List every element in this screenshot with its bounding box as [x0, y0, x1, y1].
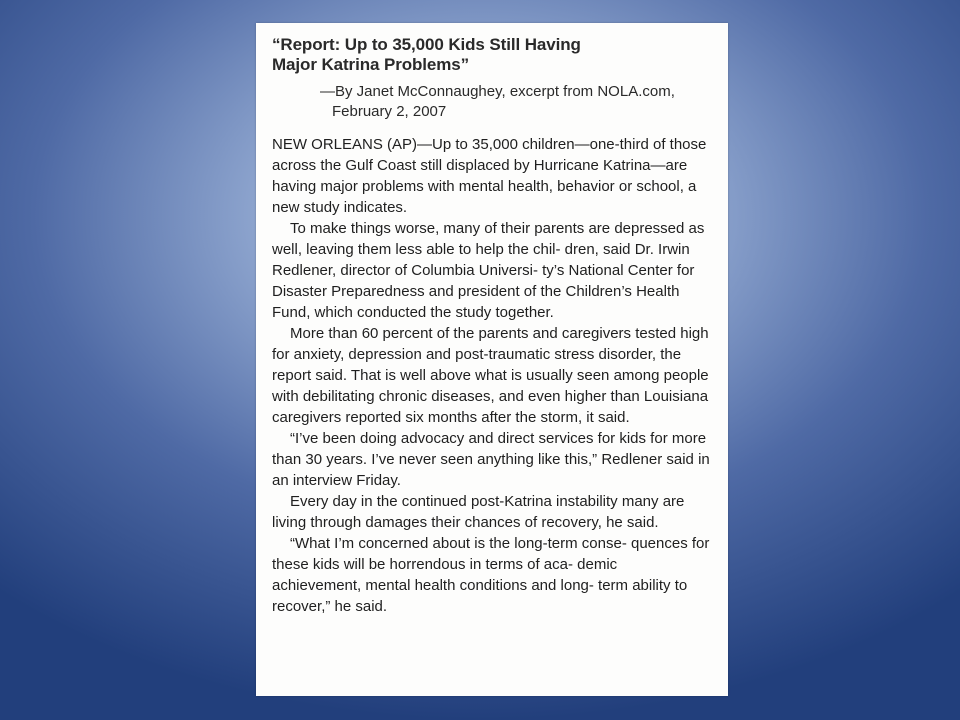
byline-author: —By Janet McConnaughey, excerpt from NOLA.com,	[320, 83, 675, 100]
paragraph-1: NEW ORLEANS (AP)—Up to 35,000 children—one-third of those across the Gulf Coast still displaced by Hurricane Katrina—are having major problems with mental health, behavior or school, a new study indicates.	[272, 136, 707, 216]
byline-date: February 2, 2007	[332, 103, 447, 120]
paragraph-2: To make things worse, many of their parents are depressed as well, leaving them less able to help the chil- dren, said Dr. Irwin Redlener, director of Columbia Universi- ty’s National Center for Disaster Preparedness and president of the Children’s Health Fund, which conducted the study together.	[272, 220, 705, 321]
paragraph-5: Every day in the continued post-Katrina instability many are living through damages their chances of recovery, he said.	[272, 493, 685, 531]
article-title-line2: Major Katrina Problems”	[272, 55, 470, 74]
article-page	[256, 23, 728, 696]
byline	[272, 82, 710, 122]
paragraph-4: “I’ve been doing advocacy and direct services for kids for more than 30 years. I’ve never seen anything like this,” Redlener said in an interview Friday.	[272, 430, 710, 489]
paragraph-6: “What I’m concerned about is the long-term conse- quences for these kids will be horrendous in terms of aca- demic achievement, mental health conditions and long- term ability to recover,” he said.	[272, 535, 710, 615]
article-title	[272, 35, 710, 75]
article-body	[272, 134, 710, 617]
paragraph-3: More than 60 percent of the parents and caregivers tested high for anxiety, depression and post-traumatic stress disorder, the report said. That is well above what is usually seen among people with debilitating chronic diseases, and even higher than Louisiana caregivers reported six months after the storm, it said.	[272, 325, 709, 426]
article-title-line1: “Report: Up to 35,000 Kids Still Having	[272, 35, 581, 54]
